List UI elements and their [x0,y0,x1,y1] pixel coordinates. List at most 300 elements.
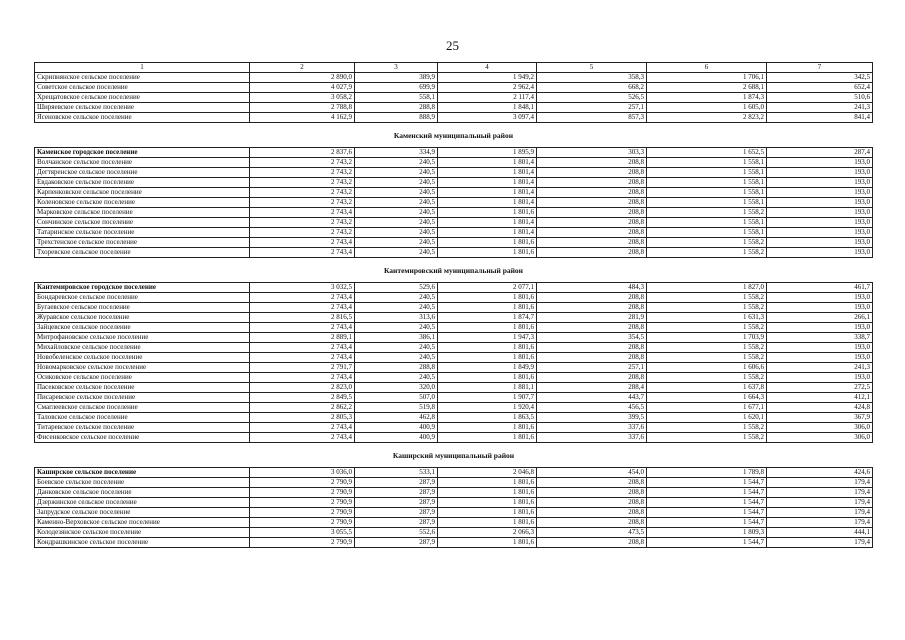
settlement-name-cell: Сончинское сельское поселение [35,218,250,228]
value-cell-col-3: 240,5 [355,218,438,228]
settlement-name-cell: Тхоревское сельское поселение [35,248,250,258]
value-cell-col-7: 412,1 [767,393,873,403]
value-cell-col-5: 354,5 [537,333,647,343]
value-cell-col-5: 208,8 [537,303,647,313]
value-cell-col-4: 2 962,4 [438,83,537,93]
value-cell-col-7: 461,7 [767,283,873,293]
table-row [35,528,873,538]
value-cell-col-3: 240,5 [355,168,438,178]
value-cell-col-4: 1 801,6 [438,238,537,248]
value-cell-col-5: 358,3 [537,73,647,83]
settlement-name-cell: Карпенковское сельское поселение [35,188,250,198]
value-cell-col-7: 193,0 [767,353,873,363]
value-cell-col-7: 193,0 [767,323,873,333]
table-row [35,178,873,188]
value-cell-col-3: 287,9 [355,518,438,528]
value-cell-col-5: 208,8 [537,238,647,248]
value-cell-col-2: 2 790,9 [250,508,355,518]
value-cell-col-2: 3 058,2 [250,93,355,103]
table-row [35,73,873,83]
value-cell-col-7: 193,0 [767,158,873,168]
value-cell-col-7: 241,3 [767,103,873,113]
value-cell-col-3: 888,9 [355,113,438,123]
value-cell-col-4: 1 848,1 [438,103,537,113]
value-cell-col-3: 240,5 [355,293,438,303]
value-cell-col-6: 1 827,0 [647,283,767,293]
value-cell-col-4: 1 801,6 [438,508,537,518]
value-cell-col-2: 3 032,5 [250,283,355,293]
value-cell-col-6: 1 637,8 [647,383,767,393]
settlement-name-cell: Кантемировское городское поселение [35,283,250,293]
value-cell-col-7: 266,1 [767,313,873,323]
settlement-name-cell: Дзержинское сельское поселение [35,498,250,508]
value-cell-col-4: 1 801,4 [438,188,537,198]
value-cell-col-5: 208,8 [537,248,647,258]
value-cell-col-2: 2 743,4 [250,303,355,313]
value-cell-col-7: 193,0 [767,293,873,303]
settlement-name-cell: Бондаревское сельское поселение [35,293,250,303]
value-cell-col-3: 699,9 [355,83,438,93]
table-row [35,343,873,353]
district-section-heading [35,258,873,283]
table-row [35,113,873,123]
value-cell-col-2: 2 743,4 [250,208,355,218]
value-cell-col-6: 1 789,8 [647,468,767,478]
value-cell-col-6: 2 823,2 [647,113,767,123]
value-cell-col-6: 1 558,2 [647,303,767,313]
settlement-name-cell: Осиковское сельское поселение [35,373,250,383]
value-cell-col-4: 1 881,1 [438,383,537,393]
table-row [35,228,873,238]
value-cell-col-4: 2 046,8 [438,468,537,478]
value-cell-col-5: 208,8 [537,498,647,508]
value-cell-col-5: 208,8 [537,518,647,528]
value-cell-col-4: 1 949,2 [438,73,537,83]
table-row [35,313,873,323]
value-cell-col-5: 857,3 [537,113,647,123]
value-cell-col-3: 552,6 [355,528,438,538]
value-cell-col-6: 1 558,2 [647,293,767,303]
settlement-name-cell: Зайцевское сельское поселение [35,323,250,333]
table-row [35,293,873,303]
value-cell-col-6: 1 558,1 [647,188,767,198]
value-cell-col-6: 1 620,1 [647,413,767,423]
table-row [35,488,873,498]
value-cell-col-3: 240,5 [355,303,438,313]
value-cell-col-2: 2 743,4 [250,353,355,363]
value-cell-col-4: 1 801,6 [438,488,537,498]
value-cell-col-7: 424,8 [767,403,873,413]
value-cell-col-4: 1 801,4 [438,218,537,228]
value-cell-col-6: 1 558,2 [647,238,767,248]
settlement-name-cell: Каширское сельское поселение [35,468,250,478]
value-cell-col-4: 1 801,4 [438,168,537,178]
table-row [35,93,873,103]
value-cell-col-6: 1 809,3 [647,528,767,538]
value-cell-col-3: 240,5 [355,323,438,333]
value-cell-col-6: 1 558,2 [647,423,767,433]
value-cell-col-6: 1 558,2 [647,248,767,258]
value-cell-col-3: 519,8 [355,403,438,413]
budget-table [34,62,873,548]
value-cell-col-7: 193,0 [767,303,873,313]
value-cell-col-5: 208,8 [537,178,647,188]
district-title: Каменский муниципальный район [35,123,873,148]
settlement-name-cell: Советское сельское поселение [35,83,250,93]
value-cell-col-5: 473,5 [537,528,647,538]
value-cell-col-7: 193,0 [767,188,873,198]
table-row [35,103,873,113]
settlement-name-cell: Каменно-Верховское сельское поселение [35,518,250,528]
value-cell-col-2: 2 743,2 [250,168,355,178]
table-row [35,168,873,178]
value-cell-col-6: 1 558,1 [647,178,767,188]
table-row [35,208,873,218]
value-cell-col-6: 1 558,1 [647,168,767,178]
value-cell-col-6: 1 544,7 [647,508,767,518]
value-cell-col-7: 179,4 [767,488,873,498]
value-cell-col-6: 1 706,1 [647,73,767,83]
value-cell-col-2: 2 790,9 [250,498,355,508]
table-row [35,433,873,443]
value-cell-col-5: 257,1 [537,103,647,113]
value-cell-col-2: 2 790,9 [250,538,355,548]
value-cell-col-2: 2 862,2 [250,403,355,413]
value-cell-col-2: 2 743,2 [250,178,355,188]
value-cell-col-2: 2 743,4 [250,433,355,443]
value-cell-col-6: 1 874,3 [647,93,767,103]
value-cell-col-2: 2 743,2 [250,188,355,198]
table-row [35,468,873,478]
value-cell-col-5: 399,5 [537,413,647,423]
value-cell-col-5: 303,3 [537,148,647,158]
value-cell-col-5: 208,8 [537,478,647,488]
value-cell-col-6: 1 558,1 [647,158,767,168]
value-cell-col-3: 313,6 [355,313,438,323]
value-cell-col-5: 281,9 [537,313,647,323]
settlement-name-cell: Титаревское сельское поселение [35,423,250,433]
value-cell-col-7: 241,3 [767,363,873,373]
value-cell-col-7: 306,0 [767,433,873,443]
value-cell-col-4: 1 907,7 [438,393,537,403]
value-cell-col-3: 240,5 [355,208,438,218]
value-cell-col-4: 1 849,9 [438,363,537,373]
value-cell-col-2: 2 791,7 [250,363,355,373]
value-cell-col-2: 2 743,2 [250,198,355,208]
settlement-name-cell: Дегтяренское сельское поселение [35,168,250,178]
district-section-heading [35,443,873,468]
value-cell-col-4: 2 066,3 [438,528,537,538]
table-row [35,303,873,313]
value-cell-col-2: 2 823,0 [250,383,355,393]
value-cell-col-2: 3 055,5 [250,528,355,538]
value-cell-col-2: 2 743,2 [250,218,355,228]
table-row [35,373,873,383]
value-cell-col-7: 367,9 [767,413,873,423]
table-row [35,413,873,423]
value-cell-col-3: 507,0 [355,393,438,403]
settlement-name-cell: Запрудское сельское поселение [35,508,250,518]
value-cell-col-6: 1 544,7 [647,538,767,548]
table-row [35,248,873,258]
value-cell-col-4: 1 801,6 [438,518,537,528]
value-cell-col-7: 179,4 [767,498,873,508]
settlement-name-cell: Боевское сельское поселение [35,478,250,488]
column-number-header [35,63,873,73]
value-cell-col-2: 4 027,9 [250,83,355,93]
value-cell-col-2: 2 788,8 [250,103,355,113]
value-cell-col-4: 1 801,6 [438,343,537,353]
value-cell-col-4: 1 863,5 [438,413,537,423]
settlement-name-cell: Евдаковское сельское поселение [35,178,250,188]
value-cell-col-4: 1 801,6 [438,293,537,303]
settlement-name-cell: Данковское сельское поселение [35,488,250,498]
value-cell-col-6: 1 558,2 [647,373,767,383]
value-cell-col-2: 2 816,5 [250,313,355,323]
value-cell-col-3: 287,9 [355,488,438,498]
value-cell-col-3: 462,8 [355,413,438,423]
value-cell-col-3: 240,5 [355,188,438,198]
settlement-name-cell: Коленовское сельское поселение [35,198,250,208]
value-cell-col-7: 179,4 [767,508,873,518]
table-row [35,403,873,413]
value-cell-col-7: 193,0 [767,373,873,383]
value-cell-col-5: 208,8 [537,538,647,548]
district-title: Каширский муниципальный район [35,443,873,468]
table-row [35,198,873,208]
value-cell-col-3: 334,9 [355,148,438,158]
value-cell-col-3: 288,8 [355,103,438,113]
value-cell-col-7: 306,0 [767,423,873,433]
value-cell-col-7: 338,7 [767,333,873,343]
settlement-name-cell: Ясеновское сельское поселение [35,113,250,123]
value-cell-col-2: 2 889,1 [250,333,355,343]
value-cell-col-2: 3 036,0 [250,468,355,478]
value-cell-col-5: 257,1 [537,363,647,373]
value-cell-col-4: 1 801,6 [438,423,537,433]
value-cell-col-7: 287,4 [767,148,873,158]
district-title: Кантемировский муниципальный район [35,258,873,283]
value-cell-col-3: 240,5 [355,343,438,353]
value-cell-col-4: 1 801,4 [438,198,537,208]
value-cell-col-5: 208,8 [537,373,647,383]
value-cell-col-5: 208,8 [537,188,647,198]
value-cell-col-2: 4 162,9 [250,113,355,123]
value-cell-col-3: 320,0 [355,383,438,393]
value-cell-col-2: 2 743,2 [250,158,355,168]
value-cell-col-3: 400,9 [355,423,438,433]
value-cell-col-6: 1 544,7 [647,518,767,528]
value-cell-col-3: 533,1 [355,468,438,478]
settlement-name-cell: Хрещатовское сельское поселение [35,93,250,103]
value-cell-col-6: 1 631,3 [647,313,767,323]
table-row [35,423,873,433]
table-row [35,538,873,548]
value-cell-col-5: 484,3 [537,283,647,293]
value-cell-col-6: 1 703,9 [647,333,767,343]
value-cell-col-6: 1 558,2 [647,323,767,333]
value-cell-col-7: 444,1 [767,528,873,538]
value-cell-col-3: 240,5 [355,228,438,238]
header-cell: 7 [767,63,873,73]
value-cell-col-2: 2 790,9 [250,478,355,488]
value-cell-col-5: 208,8 [537,168,647,178]
value-cell-col-5: 454,0 [537,468,647,478]
table-row [35,383,873,393]
table-row [35,478,873,488]
value-cell-col-3: 288,8 [355,363,438,373]
table-row [35,148,873,158]
settlement-name-cell: Митрофановское сельское поселение [35,333,250,343]
value-cell-col-7: 193,0 [767,218,873,228]
value-cell-col-3: 240,5 [355,158,438,168]
value-cell-col-7: 841,4 [767,113,873,123]
value-cell-col-7: 193,0 [767,238,873,248]
value-cell-col-6: 1 677,1 [647,403,767,413]
value-cell-col-3: 240,5 [355,198,438,208]
value-cell-col-5: 288,4 [537,383,647,393]
value-cell-col-2: 2 790,9 [250,518,355,528]
table-row [35,363,873,373]
header-cell: 4 [438,63,537,73]
value-cell-col-3: 287,9 [355,508,438,518]
value-cell-col-4: 1 801,6 [438,323,537,333]
value-cell-col-3: 240,5 [355,373,438,383]
value-cell-col-4: 1 801,6 [438,538,537,548]
value-cell-col-4: 1 801,6 [438,248,537,258]
settlement-name-cell: Каменское городское поселение [35,148,250,158]
value-cell-col-6: 1 558,2 [647,208,767,218]
table-row [35,508,873,518]
value-cell-col-6: 1 605,0 [647,103,767,113]
value-cell-col-2: 2 805,3 [250,413,355,423]
value-cell-col-4: 1 801,6 [438,208,537,218]
value-cell-col-7: 193,0 [767,208,873,218]
value-cell-col-2: 2 743,4 [250,323,355,333]
value-cell-col-2: 2 890,0 [250,73,355,83]
value-cell-col-5: 208,8 [537,293,647,303]
value-cell-col-3: 287,9 [355,538,438,548]
value-cell-col-7: 179,4 [767,518,873,528]
value-cell-col-4: 1 801,6 [438,498,537,508]
value-cell-col-5: 526,5 [537,93,647,103]
value-cell-col-3: 240,5 [355,178,438,188]
value-cell-col-7: 179,4 [767,478,873,488]
value-cell-col-3: 287,9 [355,478,438,488]
value-cell-col-3: 389,9 [355,73,438,83]
settlement-name-cell: Марковское сельское поселение [35,208,250,218]
value-cell-col-5: 208,8 [537,218,647,228]
table-row [35,83,873,93]
value-cell-col-4: 1 801,4 [438,158,537,168]
value-cell-col-7: 510,6 [767,93,873,103]
value-cell-col-6: 1 558,1 [647,228,767,238]
table-row [35,188,873,198]
value-cell-col-3: 386,1 [355,333,438,343]
value-cell-col-7: 272,5 [767,383,873,393]
page-number: 25 [446,38,459,53]
value-cell-col-7: 193,0 [767,248,873,258]
value-cell-col-6: 1 544,7 [647,498,767,508]
value-cell-col-5: 337,6 [537,423,647,433]
value-cell-col-2: 2 743,4 [250,248,355,258]
value-cell-col-6: 1 558,2 [647,353,767,363]
value-cell-col-6: 1 544,7 [647,478,767,488]
value-cell-col-4: 1 801,6 [438,303,537,313]
settlement-name-cell: Бугаевское сельское поселение [35,303,250,313]
value-cell-col-2: 2 743,2 [250,228,355,238]
settlement-name-cell: Новобеленское сельское поселение [35,353,250,363]
settlement-name-cell: Смаглеевское сельское поселение [35,403,250,413]
settlement-name-cell: Татаринское сельское поселение [35,228,250,238]
value-cell-col-7: 179,4 [767,538,873,548]
value-cell-col-5: 337,6 [537,433,647,443]
value-cell-col-5: 208,8 [537,158,647,168]
settlement-name-cell: Новомарковское сельское поселение [35,363,250,373]
value-cell-col-5: 668,2 [537,83,647,93]
settlement-name-cell: Волчанское сельское поселение [35,158,250,168]
value-cell-col-4: 1 801,6 [438,353,537,363]
value-cell-col-6: 1 544,7 [647,488,767,498]
value-cell-col-4: 1 801,6 [438,373,537,383]
header-cell: 6 [647,63,767,73]
value-cell-col-5: 208,8 [537,508,647,518]
value-cell-col-2: 2 743,4 [250,373,355,383]
table-row [35,518,873,528]
value-cell-col-2: 2 743,4 [250,293,355,303]
settlement-name-cell: Кондрашкинское сельское поселение [35,538,250,548]
settlement-name-cell: Колодезянское сельское поселение [35,528,250,538]
table-row [35,333,873,343]
value-cell-col-7: 342,5 [767,73,873,83]
header-cell: 1 [35,63,250,73]
value-cell-col-2: 2 743,4 [250,423,355,433]
value-cell-col-4: 2 077,1 [438,283,537,293]
settlement-name-cell: Таловское сельское поселение [35,413,250,423]
header-cell: 3 [355,63,438,73]
value-cell-col-5: 208,8 [537,323,647,333]
value-cell-col-5: 208,8 [537,198,647,208]
value-cell-col-4: 1 801,6 [438,433,537,443]
value-cell-col-4: 1 895,9 [438,148,537,158]
value-cell-col-4: 2 117,4 [438,93,537,103]
value-cell-col-7: 193,0 [767,228,873,238]
value-cell-col-6: 1 558,2 [647,343,767,353]
value-cell-col-7: 424,6 [767,468,873,478]
settlement-name-cell: Журавское сельское поселение [35,313,250,323]
value-cell-col-4: 3 097,4 [438,113,537,123]
table-row [35,218,873,228]
settlement-name-cell: Скрипнянское сельское поселение [35,73,250,83]
value-cell-col-6: 2 688,1 [647,83,767,93]
value-cell-col-7: 193,0 [767,343,873,353]
value-cell-col-7: 193,0 [767,198,873,208]
value-cell-col-5: 208,8 [537,353,647,363]
value-cell-col-4: 1 947,3 [438,333,537,343]
header-cell: 5 [537,63,647,73]
table-row [35,283,873,293]
settlement-name-cell: Писаревское сельское поселение [35,393,250,403]
value-cell-col-5: 456,5 [537,403,647,413]
table-row [35,498,873,508]
settlement-name-cell: Пасековское сельское поселение [35,383,250,393]
value-cell-col-4: 1 874,7 [438,313,537,323]
settlement-name-cell: Ширяевское сельское поселение [35,103,250,113]
value-cell-col-5: 208,8 [537,208,647,218]
value-cell-col-4: 1 801,6 [438,478,537,488]
value-cell-col-7: 652,4 [767,83,873,93]
value-cell-col-3: 240,5 [355,353,438,363]
